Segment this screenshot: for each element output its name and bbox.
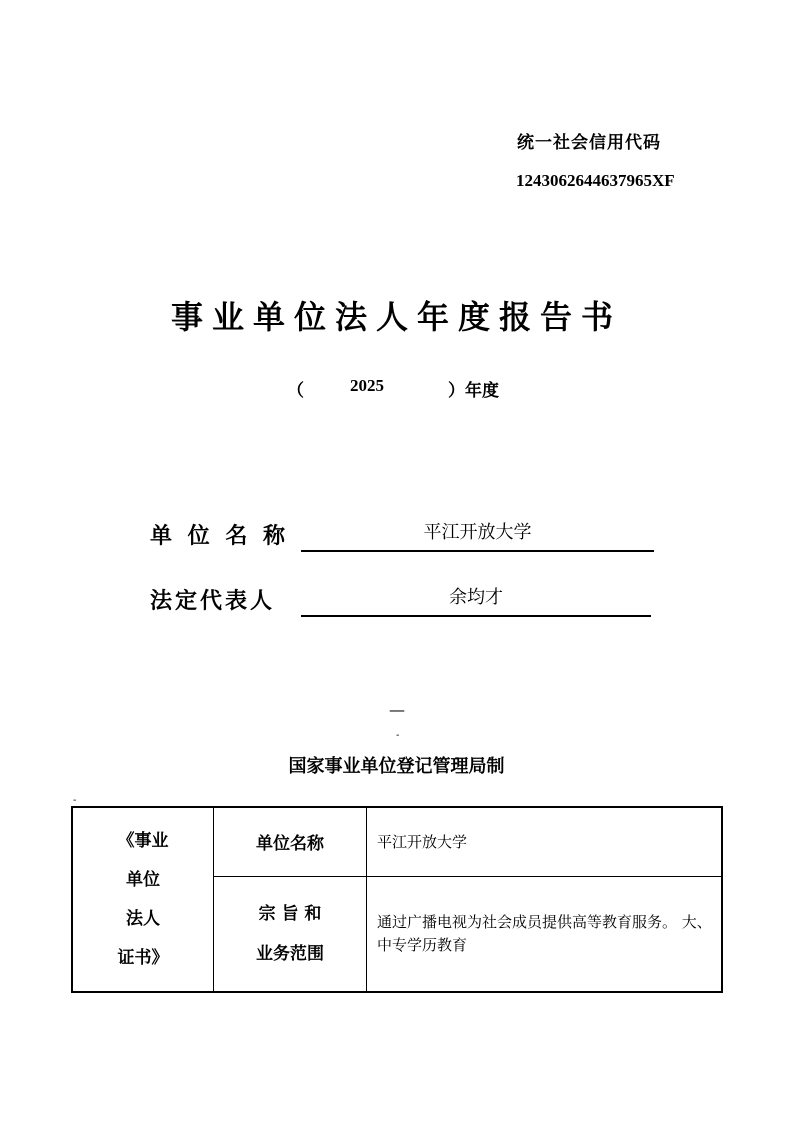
purpose-scope-value-cell: 通过广播电视为社会成员提供高等教育服务。 大、中专学历教育	[367, 876, 723, 992]
certificate-label-cell	[72, 807, 214, 992]
issuer-line: 国家事业单位登记管理局制	[288, 756, 505, 777]
credit-code-value: 1243062644637965XF	[516, 171, 675, 190]
separator-dash: —	[389, 700, 405, 719]
certificate-label-line: 法人	[126, 908, 160, 929]
purpose-scope-label-line: 业务范围	[256, 943, 324, 964]
certificate-label-line: 证书》	[117, 947, 169, 968]
legal-rep-label: 法定代表人	[150, 589, 276, 614]
page-title: 事业单位法人年度报告书	[170, 298, 622, 336]
year-open-paren: （	[287, 381, 304, 401]
unit-name-value-cell: 平江开放大学	[367, 807, 723, 876]
unit-name-header-cell: 单位名称	[214, 807, 367, 876]
purpose-scope-label-line: 宗 旨 和	[258, 903, 322, 924]
certificate-table	[71, 806, 723, 993]
unit-name-field: 平江开放大学	[301, 516, 654, 552]
credit-code-label: 统一社会信用代码	[517, 133, 661, 153]
certificate-label-line: 《事业	[117, 830, 169, 851]
table-corner-mark: -	[73, 795, 77, 806]
legal-rep-field: 余均才	[301, 581, 651, 617]
purpose-scope-header-cell	[214, 876, 367, 992]
unit-name-label: 单 位 名 称	[150, 524, 289, 549]
certificate-label-line: 单位	[126, 869, 160, 890]
small-dash-mark: -	[396, 730, 400, 741]
year-close-suffix: ）年度	[448, 381, 499, 401]
report-year: 2025	[350, 376, 384, 395]
